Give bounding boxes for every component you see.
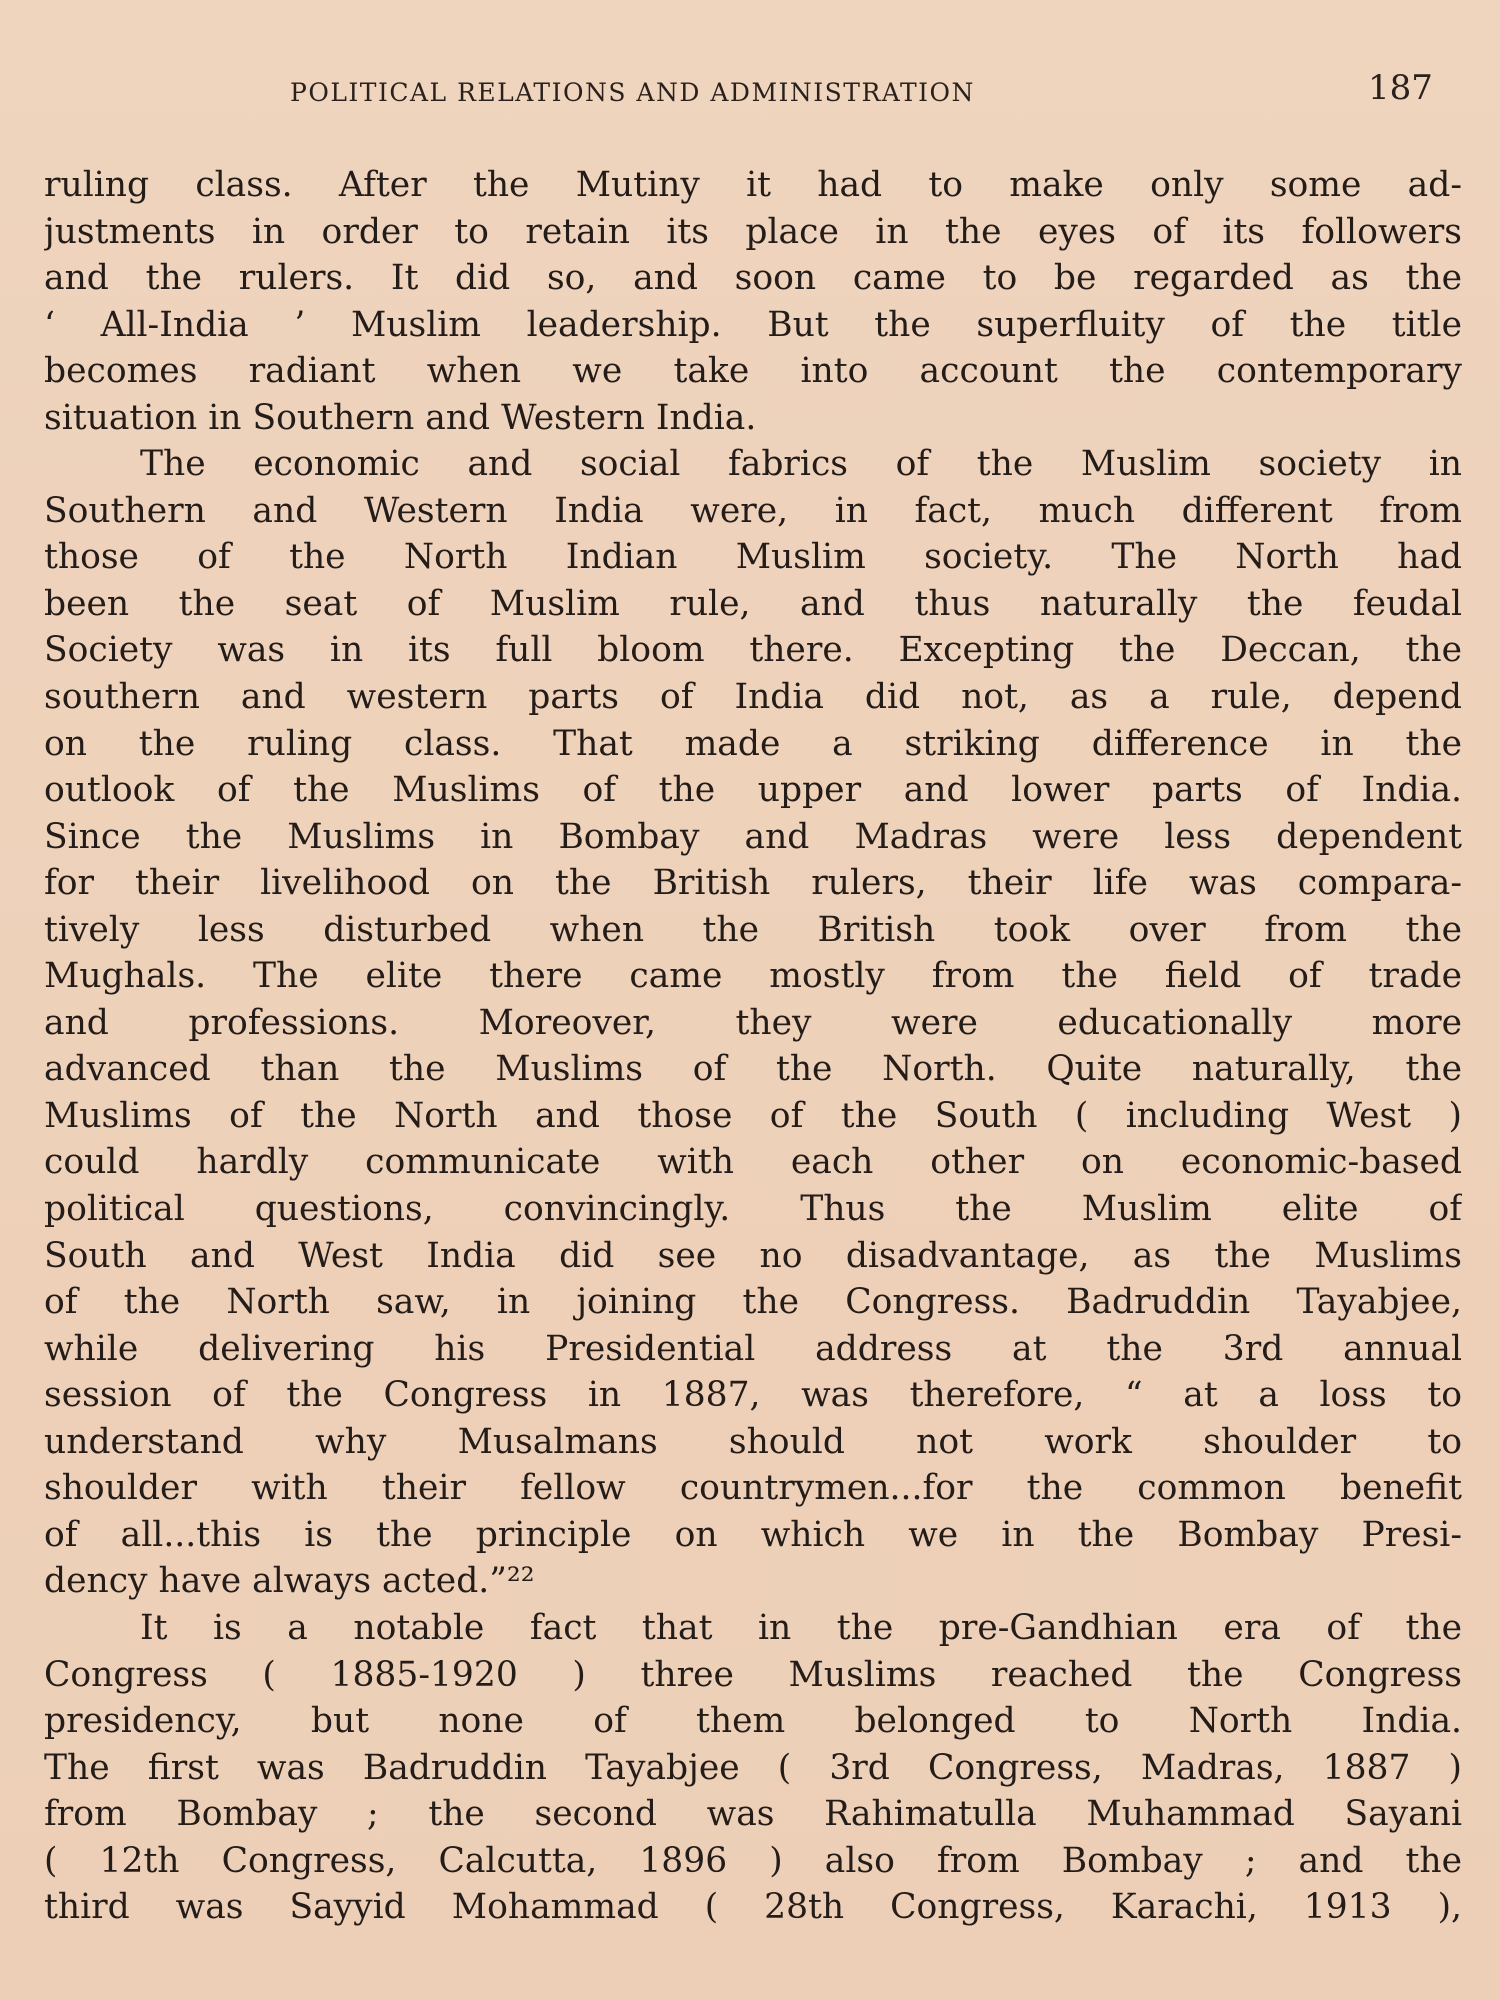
text-line: The economic and social fabrics of the Muslim society in xyxy=(140,444,1462,485)
text-line: situation in Southern and Western India. xyxy=(44,397,757,438)
text-line: Southern and Western India were, in fact, much different from xyxy=(44,490,1462,531)
text-line: from Bombay ; the second was Rahimatulla Muhammad Sayani xyxy=(44,1794,1462,1835)
text-line: for their livelihood on the British rulers, their life was compara- xyxy=(44,863,1462,904)
running-head: POLITICAL RELATIONS AND ADMINISTRATION xyxy=(290,78,975,107)
text-line: those of the North Indian Muslim society. The North had xyxy=(44,537,1462,578)
text-line: Society was in its full bloom there. Excepting the Deccan, the xyxy=(44,630,1462,671)
text-line: ‘ All-India ’ Muslim leadership. But the superfluity of the title xyxy=(44,304,1462,345)
text-line: and the rulers. It did so, and soon came to be regarded as the xyxy=(44,258,1462,299)
text-line: session of the Congress in 1887, was therefore, “ at a loss to xyxy=(44,1375,1462,1416)
text-line: Since the Muslims in Bombay and Madras were less dependent xyxy=(44,816,1462,857)
text-line: advanced than the Muslims of the North. Quite naturally, the xyxy=(44,1049,1462,1090)
text-line: ( 12th Congress, Calcutta, 1896 ) also from Bombay ; and the xyxy=(44,1840,1462,1881)
text-line: of all...this is the principle on which we in the Bombay Presi- xyxy=(44,1514,1462,1555)
text-line: The first was Badruddin Tayabjee ( 3rd Congress, Madras, 1887 ) xyxy=(44,1747,1462,1788)
text-line: understand why Musalmans should not work shoulder to xyxy=(44,1421,1462,1462)
text-line: Congress ( 1885-1920 ) three Muslims reached the Congress xyxy=(44,1654,1462,1695)
text-line: and professions. Moreover, they were educationally more xyxy=(44,1002,1462,1043)
text-line: outlook of the Muslims of the upper and lower parts of India. xyxy=(44,770,1462,811)
text-line: ruling class. After the Mutiny it had to make only some ad- xyxy=(44,165,1462,205)
text-line: Mughals. The elite there came mostly from the field of trade xyxy=(44,956,1462,997)
text-line: political questions, convincingly. Thus the Muslim elite of xyxy=(44,1189,1462,1230)
text-line: while delivering his Presidential address at the 3rd annual xyxy=(44,1328,1462,1369)
body-text xyxy=(44,162,1462,1931)
text-line: justments in order to retain its place in the eyes of its followers xyxy=(44,211,1462,252)
text-line: shoulder with their fellow countrymen...for the common benefit xyxy=(44,1468,1462,1509)
text-line: becomes radiant when we take into account the contemporary xyxy=(44,351,1462,392)
text-line: could hardly communicate with each other on economic-based xyxy=(44,1142,1462,1183)
text-line: It is a notable fact that in the pre-Gandhian era of the xyxy=(140,1607,1462,1648)
text-line: South and West India did see no disadvantage, as the Muslims xyxy=(44,1235,1462,1276)
text-line: been the seat of Muslim rule, and thus naturally the feudal xyxy=(44,583,1462,624)
text-line: on the ruling class. That made a striking difference in the xyxy=(44,723,1462,764)
text-line: tively less disturbed when the British took over from the xyxy=(44,909,1462,950)
text-line: of the North saw, in joining the Congress. Badruddin Tayabjee, xyxy=(44,1282,1462,1323)
text-line: third was Sayyid Mohammad ( 28th Congress, Karachi, 1913 ), xyxy=(44,1887,1462,1928)
text-line: dency have always acted.”²² xyxy=(44,1561,535,1602)
page-number: 187 xyxy=(1368,68,1433,108)
text-line: presidency, but none of them belonged to North India. xyxy=(44,1701,1462,1742)
text-line: southern and western parts of India did not, as a rule, depend xyxy=(44,677,1462,718)
text-line: Muslims of the North and those of the South ( including West ) xyxy=(44,1095,1462,1136)
